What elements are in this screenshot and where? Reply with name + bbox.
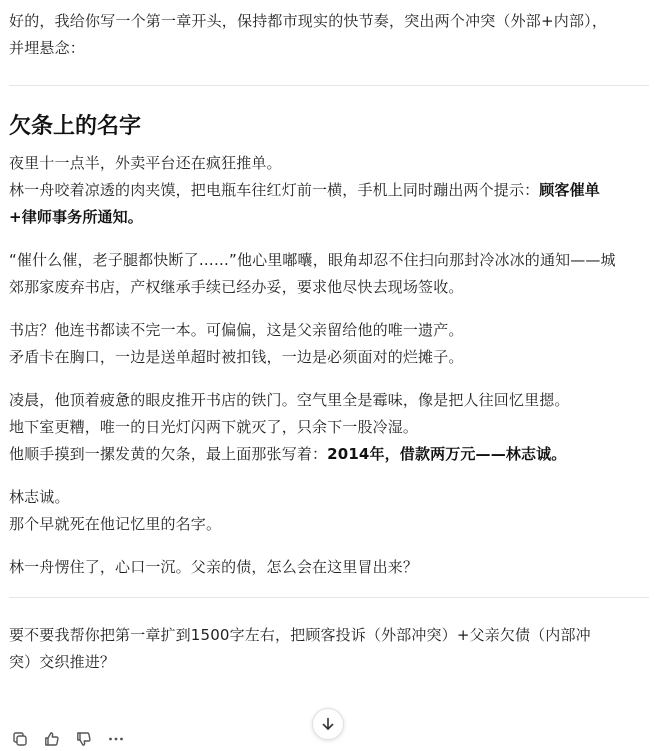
chapter-paragraph-6 [9,554,649,581]
paragraph-line: 林一舟愣住了，心口一沉。父亲的债，怎么会在这里冒出来？ [9,558,419,576]
paragraph-line: 凌晨，他顶着疲惫的眼皮推开书店的铁门。空气里全是霉味，像是把人往回忆里摁。 [9,391,570,409]
paragraph-line: “催什么催，老子腿都快断了……”他心里嘟囔，眼角却忍不住扫向那封冷冰冰的通知——城 [9,251,616,269]
copy-icon [11,730,29,748]
message-actions [9,728,127,750]
chat-response [9,0,649,676]
chapter-paragraph-3 [9,317,649,371]
paragraph-line [9,177,649,204]
thumbs-down-icon [75,730,93,748]
paragraph-line: 郊那家废弃书店，产权继承手续已经办妥，要求他尽快去现场签收。 [9,278,464,296]
followup-line-1: 要不要我帮你把第一章扩到1500字左右，把顾客投诉（外部冲突）+父亲欠债（内部冲 [9,626,591,644]
paragraph-line [9,441,649,468]
intro-line-1: 好的，我给你写一个第一章开头，保持都市现实的快节奏，突出两个冲突（外部+内部）， [9,12,608,30]
paragraph-line: 书店？他连书都读不完一本。可偏偏，这是父亲留给他的唯一遗产。 [9,321,464,339]
paragraph-text: 他顺手摸到一摞发黄的欠条，最上面那张写着： [9,445,328,463]
paragraph-line: 夜里十一点半，外卖平台还在疯狂推单。 [9,154,282,172]
chapter-paragraph-2 [9,247,649,301]
paragraph-text: 林一舟咬着凉透的肉夹馍，把电瓶车往红灯前一横，手机上同时蹦出两个提示： [9,181,540,199]
more-icon [107,730,125,748]
more-options-button[interactable] [105,728,127,750]
paragraph-line: 那个早就死在他记忆里的名字。 [9,515,222,533]
paragraph-line [9,204,649,231]
paragraph-line: 地下室更糟，唯一的日光灯闪两下就灭了，只余下一股冷湿。 [9,418,419,436]
bold-text: 2014年，借款两万元——林志诚。 [327,445,567,463]
section-divider [9,597,649,598]
thumbs-up-icon [43,730,61,748]
intro-text [9,8,649,62]
chapter-paragraph-5 [9,484,649,538]
chapter-title: 欠条上的名字 [9,114,142,139]
paragraph-line: 矛盾卡在胸口，一边是送单超时被扣钱，一边是必须面对的烂摊子。 [9,348,464,366]
arrow-down-icon [320,716,336,732]
scroll-to-bottom-button[interactable] [312,708,344,740]
followup-question [9,622,649,676]
intro-line-2: 并埋悬念： [9,39,86,57]
section-divider [9,85,649,86]
bold-text: +律师事务所通知。 [9,208,143,226]
chapter-paragraph-4 [9,387,649,468]
bold-text: 顾客催单 [539,181,600,199]
like-button[interactable] [41,728,63,750]
followup-line-2: 突）交织推进？ [9,653,116,671]
chapter-paragraph-1 [9,150,649,231]
paragraph-line: 林志诚。 [9,488,70,506]
dislike-button[interactable] [73,728,95,750]
copy-button[interactable] [9,728,31,750]
